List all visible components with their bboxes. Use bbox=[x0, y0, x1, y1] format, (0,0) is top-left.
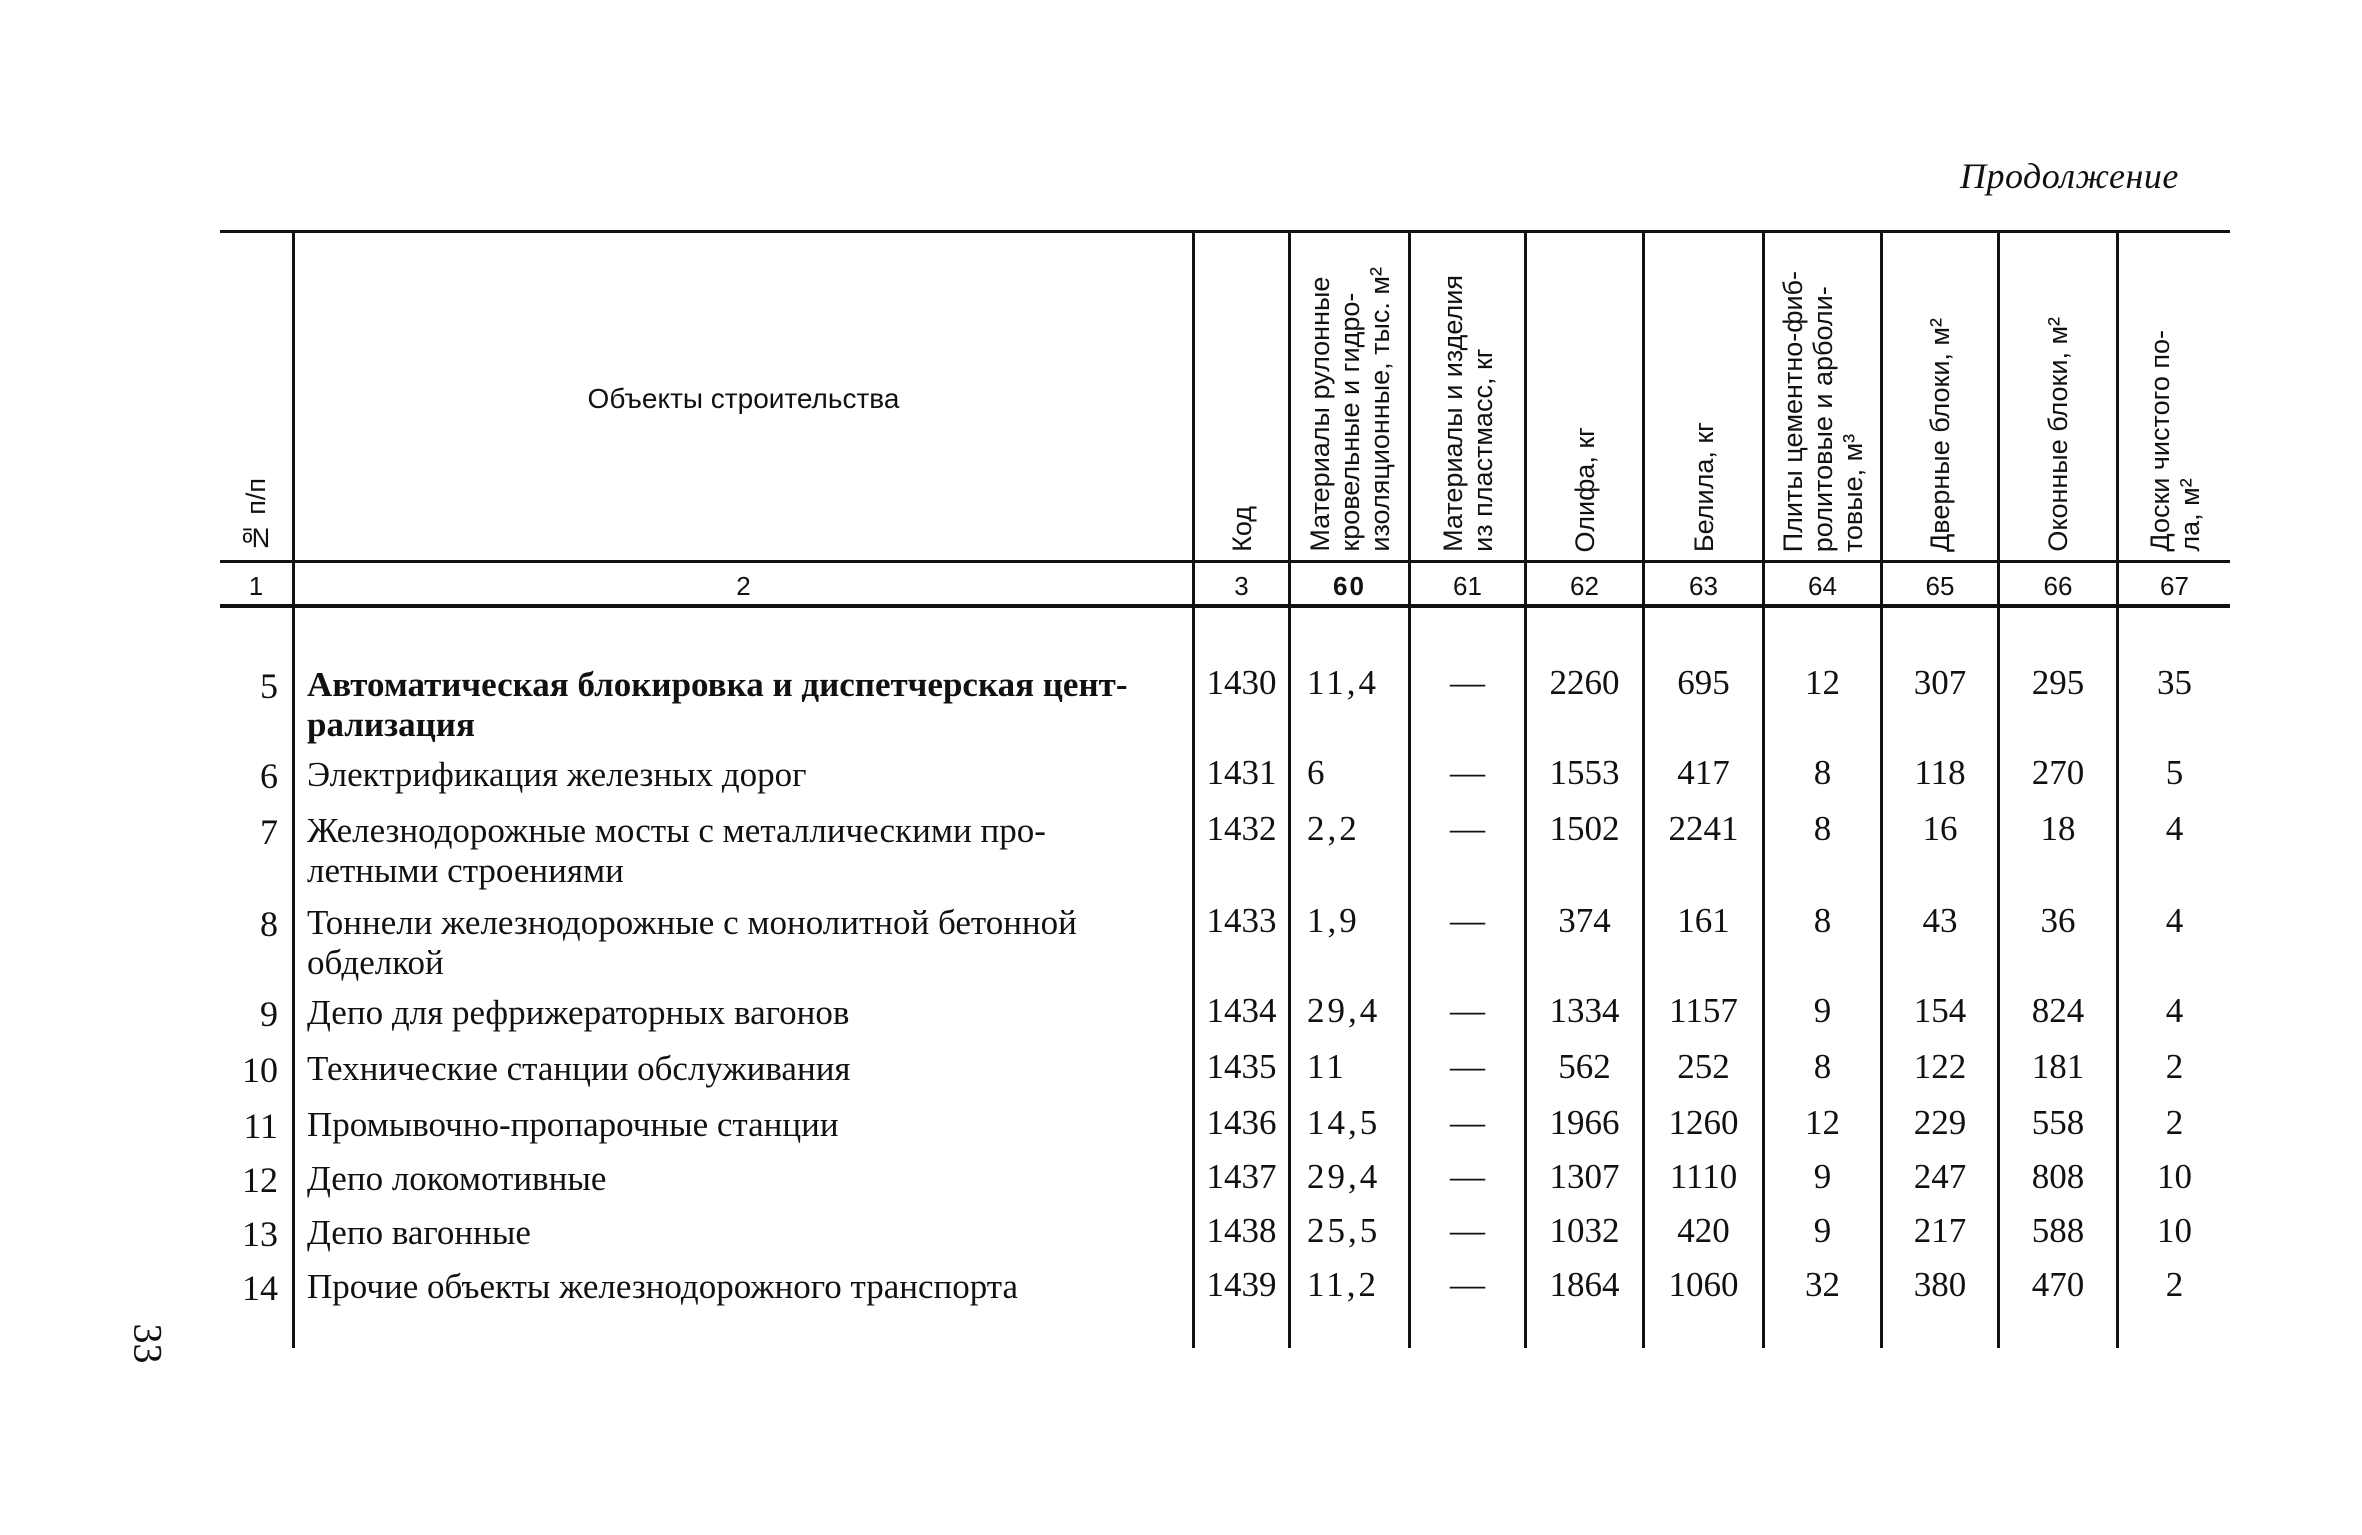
column-number-text: 63 bbox=[1689, 571, 1718, 601]
table-cell: 1433 bbox=[1192, 893, 1288, 983]
table-cell: 1060 bbox=[1642, 1257, 1762, 1311]
table-cell: 374 bbox=[1524, 893, 1642, 983]
trailing-cell bbox=[2116, 1311, 2230, 1348]
table-cell: — bbox=[1408, 893, 1524, 983]
table-cell: 8 bbox=[1762, 1039, 1880, 1095]
table-cell: 4 bbox=[2116, 801, 2230, 893]
table-cell: 1157 bbox=[1642, 983, 1762, 1039]
header-c62-label: Олифа, кг bbox=[1569, 426, 1600, 552]
table-cell: 32 bbox=[1762, 1257, 1880, 1311]
header-object-label: Объекты строительства bbox=[587, 383, 900, 414]
header-c60 bbox=[1288, 230, 1408, 560]
header-c61-label: Материалы и изделия из пластмасс, кг bbox=[1437, 275, 1498, 552]
table-cell: 1437 bbox=[1192, 1149, 1288, 1203]
header-c66-label: Оконные блоки, м² bbox=[2043, 317, 2073, 552]
spacer-cell bbox=[2116, 608, 2230, 655]
table-cell: 295 bbox=[1997, 655, 2116, 745]
trailing-cell bbox=[1642, 1311, 1762, 1348]
table-cell: — bbox=[1408, 983, 1524, 1039]
header-c67 bbox=[2116, 230, 2230, 560]
table-cell: 16 bbox=[1880, 801, 1997, 893]
table-cell: 1032 bbox=[1524, 1203, 1642, 1257]
column-number bbox=[1642, 560, 1762, 608]
column-number bbox=[292, 560, 1192, 608]
header-code-label: Код bbox=[1226, 506, 1257, 552]
table-cell: 695 bbox=[1642, 655, 1762, 745]
spacer-cell bbox=[1997, 608, 2116, 655]
header-c66 bbox=[1997, 230, 2116, 560]
table-cell: — bbox=[1408, 655, 1524, 745]
table-cell: 229 bbox=[1880, 1095, 1997, 1149]
trailing-cell bbox=[1524, 1311, 1642, 1348]
object-name: Технические станции обслуживания bbox=[292, 1039, 1192, 1095]
table-cell: 1432 bbox=[1192, 801, 1288, 893]
header-c63-label: Белила, кг bbox=[1688, 421, 1719, 552]
object-name: Электрификация железных дорог bbox=[292, 745, 1192, 801]
table-cell: — bbox=[1408, 1257, 1524, 1311]
table-cell: 808 bbox=[1997, 1149, 2116, 1203]
trailing-cell bbox=[292, 1311, 1192, 1348]
object-name: Промывочно-пропарочные станции bbox=[292, 1095, 1192, 1149]
table-cell: 1431 bbox=[1192, 745, 1288, 801]
table-cell: 247 bbox=[1880, 1149, 1997, 1203]
table-cell: 9 bbox=[1762, 1203, 1880, 1257]
column-number-text: 67 bbox=[2160, 571, 2189, 601]
table-cell: 217 bbox=[1880, 1203, 1997, 1257]
table-cell: 12 bbox=[1762, 1095, 1880, 1149]
table-cell: 1307 bbox=[1524, 1149, 1642, 1203]
table-cell: — bbox=[1408, 745, 1524, 801]
row-number: 12 bbox=[242, 1160, 278, 1200]
header-c67-label: Доски чистого по- ла, м² bbox=[2144, 330, 2205, 552]
table-cell: 11,2 bbox=[1288, 1257, 1408, 1311]
header-c62 bbox=[1524, 230, 1642, 560]
row-number: 7 bbox=[260, 812, 278, 852]
trailing-cell bbox=[1408, 1311, 1524, 1348]
trailing-cell bbox=[1192, 1311, 1288, 1348]
object-name: Депо локомотивные bbox=[292, 1149, 1192, 1203]
column-number bbox=[220, 560, 292, 608]
table-cell: 6 bbox=[1288, 745, 1408, 801]
trailing-cell bbox=[220, 1311, 292, 1348]
spacer-cell bbox=[1524, 608, 1642, 655]
row-number: 10 bbox=[242, 1050, 278, 1090]
table-cell: 270 bbox=[1997, 745, 2116, 801]
table-cell: 9 bbox=[1762, 1149, 1880, 1203]
header-c61 bbox=[1408, 230, 1524, 560]
header-num bbox=[220, 230, 292, 560]
table-cell: 2 bbox=[2116, 1039, 2230, 1095]
trailing-cell bbox=[1288, 1311, 1408, 1348]
header-object bbox=[292, 230, 1192, 560]
table-cell: 588 bbox=[1997, 1203, 2116, 1257]
object-name: Депо вагонные bbox=[292, 1203, 1192, 1257]
header-c63 bbox=[1642, 230, 1762, 560]
trailing-cell bbox=[1880, 1311, 1997, 1348]
table-cell: 10 bbox=[2116, 1149, 2230, 1203]
row-number: 5 bbox=[260, 666, 278, 706]
table-cell: 558 bbox=[1997, 1095, 2116, 1149]
header-code bbox=[1192, 230, 1288, 560]
table-cell: 11 bbox=[1288, 1039, 1408, 1095]
table-cell: 1334 bbox=[1524, 983, 1642, 1039]
column-number-text: 64 bbox=[1808, 571, 1837, 601]
table-cell: 2241 bbox=[1642, 801, 1762, 893]
table-cell: 25,5 bbox=[1288, 1203, 1408, 1257]
object-name: Автоматическая блокировка и диспетчерская цент- рализация bbox=[292, 655, 1192, 745]
object-name: Прочие объекты железнодорожного транспорта bbox=[292, 1257, 1192, 1311]
table-cell: 4 bbox=[2116, 893, 2230, 983]
table-cell: 1438 bbox=[1192, 1203, 1288, 1257]
table-cell: 154 bbox=[1880, 983, 1997, 1039]
table-cell: — bbox=[1408, 1095, 1524, 1149]
table-cell: 2 bbox=[2116, 1095, 2230, 1149]
spacer-cell bbox=[1288, 608, 1408, 655]
table-cell: 2260 bbox=[1524, 655, 1642, 745]
column-number bbox=[1880, 560, 1997, 608]
table-cell: 161 bbox=[1642, 893, 1762, 983]
column-number bbox=[1408, 560, 1524, 608]
row-number: 14 bbox=[242, 1268, 278, 1308]
table-cell: 5 bbox=[2116, 745, 2230, 801]
row-number: 11 bbox=[243, 1106, 278, 1146]
table-cell: 122 bbox=[1880, 1039, 1997, 1095]
table-cell: — bbox=[1408, 1203, 1524, 1257]
table-cell: 29,4 bbox=[1288, 1149, 1408, 1203]
table-cell: 1436 bbox=[1192, 1095, 1288, 1149]
trailing-cell bbox=[1762, 1311, 1880, 1348]
table-cell: 1434 bbox=[1192, 983, 1288, 1039]
table-cell: 10 bbox=[2116, 1203, 2230, 1257]
row-number: 8 bbox=[260, 904, 278, 944]
column-number-text: 3 bbox=[1234, 571, 1249, 601]
table-cell: — bbox=[1408, 1149, 1524, 1203]
table-cell: 824 bbox=[1997, 983, 2116, 1039]
table-cell: 562 bbox=[1524, 1039, 1642, 1095]
page-number: 33 bbox=[125, 1323, 171, 1364]
table-cell: 9 bbox=[1762, 983, 1880, 1039]
spacer-cell bbox=[1880, 608, 1997, 655]
data-table bbox=[220, 230, 2230, 1368]
table-cell: 380 bbox=[1880, 1257, 1997, 1311]
column-number bbox=[1192, 560, 1288, 608]
column-number-text: 61 bbox=[1453, 571, 1482, 601]
column-number-text: 2 bbox=[736, 571, 751, 601]
table-cell: 420 bbox=[1642, 1203, 1762, 1257]
table-cell: 1553 bbox=[1524, 745, 1642, 801]
trailing-cell bbox=[1997, 1311, 2116, 1348]
table-cell: 470 bbox=[1997, 1257, 2116, 1311]
table-cell: 1502 bbox=[1524, 801, 1642, 893]
continuation-label: Продолжение bbox=[1960, 156, 2179, 196]
table-cell: — bbox=[1408, 1039, 1524, 1095]
header-c65 bbox=[1880, 230, 1997, 560]
column-number-text: 62 bbox=[1570, 571, 1599, 601]
table-cell: 1430 bbox=[1192, 655, 1288, 745]
table-cell: 8 bbox=[1762, 893, 1880, 983]
spacer-cell bbox=[1192, 608, 1288, 655]
column-number bbox=[1524, 560, 1642, 608]
table-cell: 14,5 bbox=[1288, 1095, 1408, 1149]
object-name: Железнодорожные мосты с металлическими про- летными строениями bbox=[292, 801, 1192, 893]
table-cell: 8 bbox=[1762, 801, 1880, 893]
object-name: Тоннели железнодорожные с монолитной бетонной обделкой bbox=[292, 893, 1192, 983]
table-cell: 1260 bbox=[1642, 1095, 1762, 1149]
column-number-text: 60 bbox=[1333, 571, 1366, 601]
spacer-cell bbox=[1762, 608, 1880, 655]
table-cell: 1966 bbox=[1524, 1095, 1642, 1149]
table-cell: 35 bbox=[2116, 655, 2230, 745]
column-number bbox=[1288, 560, 1408, 608]
row-number: 9 bbox=[260, 994, 278, 1034]
row-number: 6 bbox=[260, 756, 278, 796]
table-cell: 29,4 bbox=[1288, 983, 1408, 1039]
column-number-text: 66 bbox=[2043, 571, 2073, 601]
object-name: Депо для рефрижераторных вагонов bbox=[292, 983, 1192, 1039]
row-number: 13 bbox=[242, 1214, 278, 1254]
table-cell: 36 bbox=[1997, 893, 2116, 983]
column-number bbox=[2116, 560, 2230, 608]
table-cell: 11,4 bbox=[1288, 655, 1408, 745]
header-c64 bbox=[1762, 230, 1880, 560]
spacer-cell bbox=[1642, 608, 1762, 655]
spacer-cell bbox=[292, 608, 1192, 655]
column-number-text: 65 bbox=[1925, 571, 1955, 601]
table-cell: 1,9 bbox=[1288, 893, 1408, 983]
table-cell: 1110 bbox=[1642, 1149, 1762, 1203]
table-cell: 252 bbox=[1642, 1039, 1762, 1095]
column-number bbox=[1997, 560, 2116, 608]
header-c64-label: Плиты цементно-фиб- ролитовые и арболи- товые, м³ bbox=[1777, 270, 1868, 552]
header-num-label: № п/п bbox=[241, 477, 271, 552]
table-cell: — bbox=[1408, 801, 1524, 893]
table-cell: 8 bbox=[1762, 745, 1880, 801]
table-cell: 118 bbox=[1880, 745, 1997, 801]
table-cell: 1864 bbox=[1524, 1257, 1642, 1311]
table-cell: 43 bbox=[1880, 893, 1997, 983]
table-cell: 1435 bbox=[1192, 1039, 1288, 1095]
table-cell: 4 bbox=[2116, 983, 2230, 1039]
table-cell: 307 bbox=[1880, 655, 1997, 745]
column-number-text: 1 bbox=[248, 571, 264, 601]
spacer-cell bbox=[220, 608, 292, 655]
table-cell: 12 bbox=[1762, 655, 1880, 745]
header-c65-label: Дверные блоки, м² bbox=[1925, 318, 1955, 552]
column-number bbox=[1762, 560, 1880, 608]
spacer-cell bbox=[1408, 608, 1524, 655]
table-cell: 181 bbox=[1997, 1039, 2116, 1095]
header-c60-label: Материалы рулонные кровельные и гидро- изоляционные, тыс. м² bbox=[1304, 267, 1395, 552]
table-cell: 417 bbox=[1642, 745, 1762, 801]
table-cell: 1439 bbox=[1192, 1257, 1288, 1311]
table-cell: 2,2 bbox=[1288, 801, 1408, 893]
table-cell: 2 bbox=[2116, 1257, 2230, 1311]
table-cell: 18 bbox=[1997, 801, 2116, 893]
